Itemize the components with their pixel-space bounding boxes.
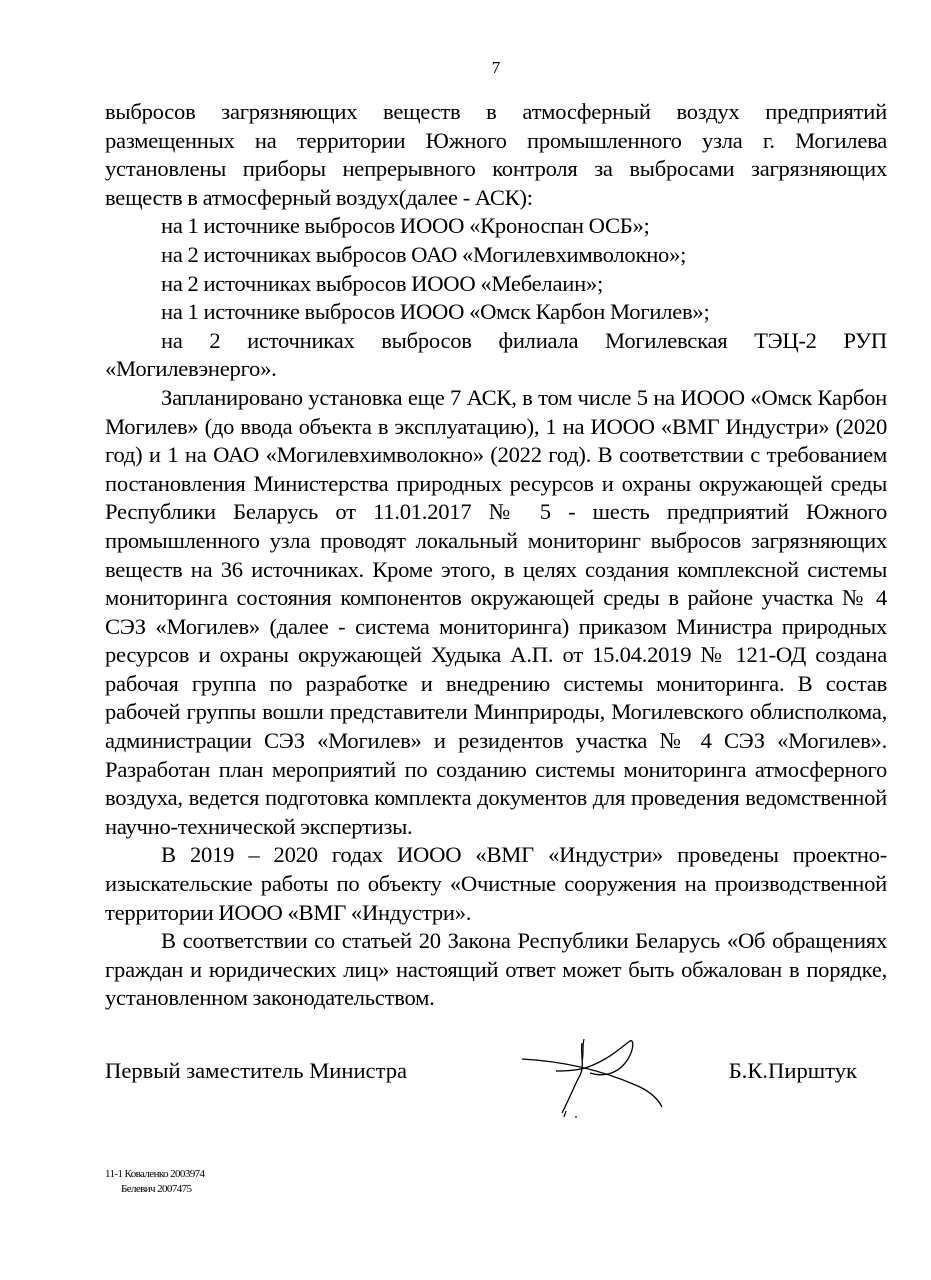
handwritten-signature <box>520 1037 680 1127</box>
list-item-last: на 2 источниках выбросов филиала Могилевская ТЭЦ-2 РУП «Могилевэнерго». <box>105 327 887 382</box>
signatory-name: Б.К.Пирштук <box>728 1058 857 1083</box>
list-item: на 2 источниках выбросов ОАО «Могилевхимволокно»; <box>161 241 687 267</box>
paragraph-intro: выбросов загрязняющих веществ в атмосферный воздух предприятий размещенных на территории Южного промышленного узла г. Могилева установлены приборы непрерывного контроля за выбросами загрязняющих веществ в атмосферный воздух(далее - АСК): <box>105 99 887 210</box>
list-item: на 2 источниках выбросов ИООО «Мебелаин»; <box>161 270 603 296</box>
paragraph-monitoring: Запланировано установка еще 7 АСК, в том числе 5 на ИООО «Омск Карбон Могилев» (до ввода объекта в эксплуатацию), 1 на ИООО «ВМГ Индустри» (2020 год) и 1 на ОАО «Могилевхимволокно» (2022 год). В соответствии с требованием постановления Министерства природных ресурсов и охраны окружающей среды Республики Беларусь от 11.01.2017 № 5 - шесть предприятий Южного промышленного узла проводят локальный мониторинг выбросов загрязняющих веществ на 36 источниках. Кроме этого, в целях создания комплексной системы мониторинга состояния компонентов окружающей среды в районе участка № 4 СЭЗ «Могилев» (далее - система мониторинга) приказом Министра природных ресурсов и охраны окружающей Худыка А.П. от 15.04.2019 № 121-ОД создана рабочая группа по разработке и внедрению системы мониторинга. В состав рабочей группы вошли представители Минприроды, Могилевского облисполкома, администрации СЭЗ «Могилев» и резидентов участка № 4 СЭЗ «Могилев». Разработан план мероприятий по созданию системы мониторинга атмосферного воздуха, ведется подготовка комплекта документов для проведения ведомственной научно-технической экспертизы. <box>105 384 887 839</box>
list-item: на 1 источнике выбросов ИООО «Омск Карбон Могилев»; <box>161 299 710 325</box>
document-body <box>105 98 887 1013</box>
executor-footer <box>105 1167 887 1197</box>
paragraph-vmg: В 2019 – 2020 годах ИООО «ВМГ «Индустри» проведены проектно-изыскательские работы по объекту «Очистные сооружения на производственной территории ИООО «ВМГ «Индустри». <box>105 842 887 925</box>
paragraph-appeal: В соответствии со статьей 20 Закона Республики Беларусь «Об обращениях граждан и юридических лиц» настоящий ответ может быть обжалован в порядке, установленном законодательством. <box>105 928 887 1011</box>
executor-line-2: Белевич 2007475 <box>121 1183 192 1195</box>
list-item: на 1 источнике выбросов ИООО «Кроноспан ОСБ»; <box>161 213 650 239</box>
executor-line-1: 11-1 Коваленко 2003974 <box>105 1168 205 1180</box>
signatory-title: Первый заместитель Министра <box>105 1058 408 1083</box>
page-number: 7 <box>491 58 501 77</box>
signature-block <box>105 1047 887 1119</box>
